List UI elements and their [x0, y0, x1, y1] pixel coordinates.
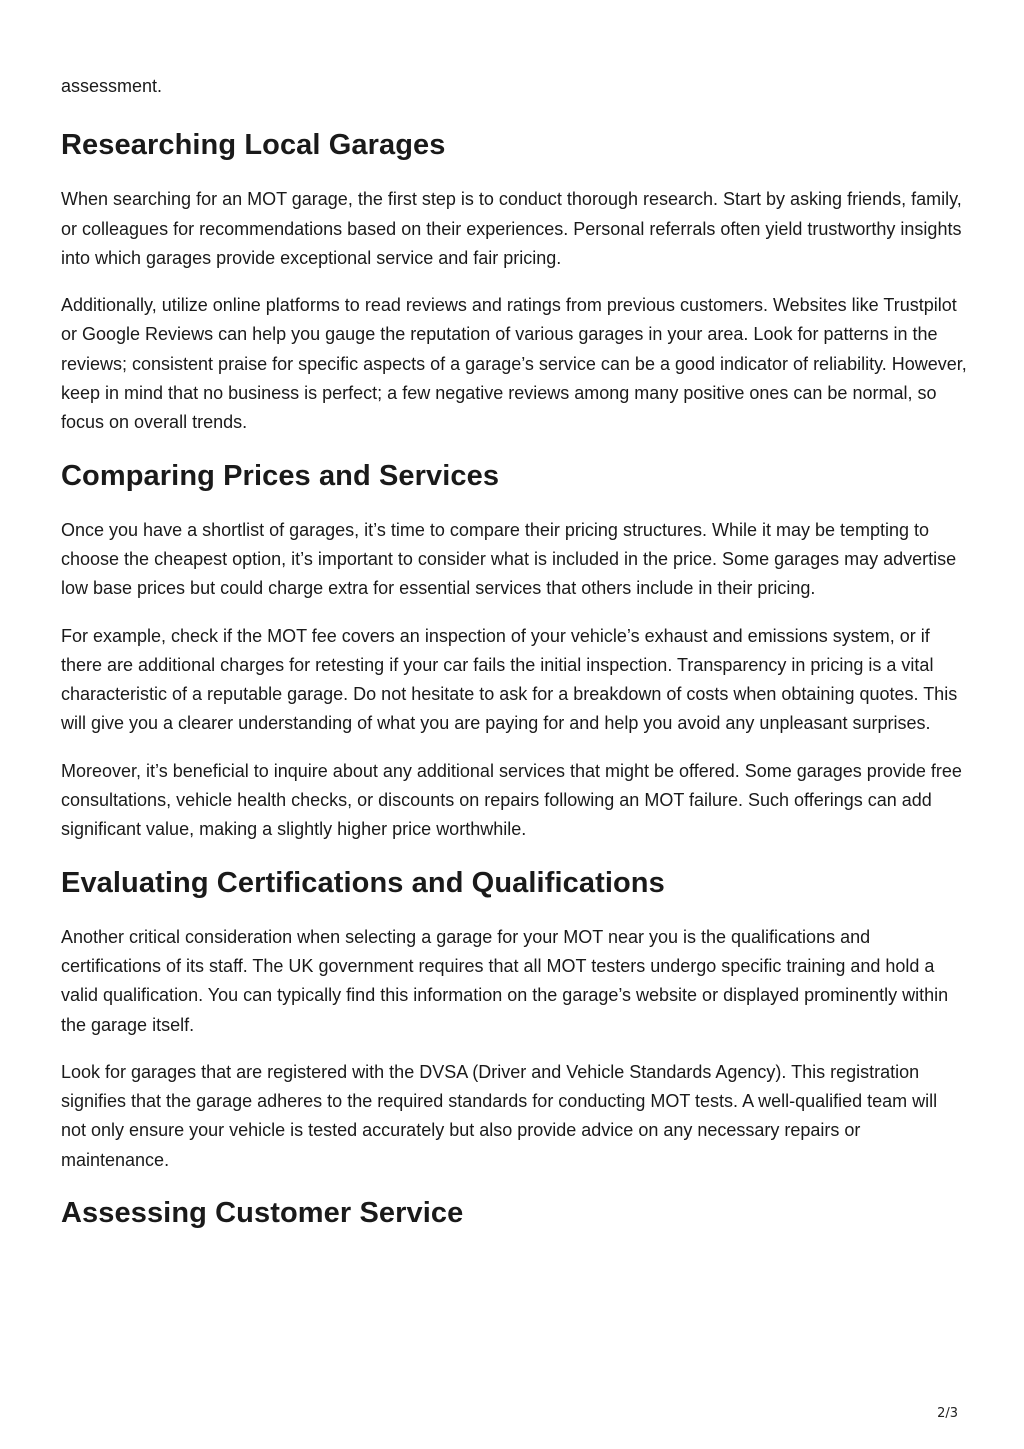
section-assessing-customer-service [61, 1193, 967, 1233]
paragraph: Additionally, utilize online platforms to read reviews and ratings from previous customers. Websites like Trustpilot or Google Reviews can help you gauge the reputation of various garages in your area. Look for patterns in the reviews; consistent praise for specific aspects of a garage’s service can be a good indicator of reliability. However, keep in mind that no business is perfect; a few negative reviews among many positive ones can be normal, so focus on overall trends. [61, 295, 967, 433]
section-researching-local-garages [61, 125, 967, 437]
section-evaluating-certifications [61, 863, 967, 1175]
section-heading: Researching Local Garages [61, 129, 446, 162]
paragraph: Moreover, it’s beneficial to inquire about any additional services that might be offered. Some garages provide free consultations, vehicle health checks, or discounts on repairs following an MOT failure. Such offerings can add significant value, making a slightly higher price worthwhile. [61, 760, 962, 840]
section-heading: Evaluating Certifications and Qualifications [61, 866, 665, 899]
document-page [61, 72, 967, 1253]
section-comparing-prices-and-services [61, 456, 967, 845]
lead-text: assessment. [61, 76, 163, 96]
section-heading: Assessing Customer Service [61, 1197, 464, 1230]
paragraph: Another critical consideration when selecting a garage for your MOT near you is the qualifications and certifications of its staff. The UK government requires that all MOT testers undergo specific training and hold a valid qualification. You can typically find this information on the garage’s website or displayed prominently within the garage itself. [61, 926, 949, 1035]
paragraph: When searching for an MOT garage, the first step is to conduct thorough research. Start by asking friends, family, or colleagues for recommendations based on their experiences. Personal referrals often yield trustworthy insights into which garages provide exceptional service and fair pricing. [61, 189, 962, 268]
paragraph: Once you have a shortlist of garages, it’s time to compare their pricing structures. While it may be tempting to choose the cheapest option, it’s important to consider what is included in the price. Some garages may advertise low base prices but could charge extra for essential services that others include in their pricing. [61, 519, 957, 599]
paragraph: Look for garages that are registered with the DVSA (Driver and Vehicle Standards Agency). This registration signifies that the garage adheres to the required standards for conducting MOT tests. A well-qualified team will not only ensure your vehicle is tested accurately but also provide advice on any necessary repairs or maintenance. [61, 1061, 938, 1170]
paragraph: For example, check if the MOT fee covers an inspection of your vehicle’s exhaust and emissions system, or if there are additional charges for retesting if your car fails the initial inspection. Transparency in pricing is a vital characteristic of a reputable garage. Do not hesitate to ask for a breakdown of costs when obtaining quotes. This will give you a clearer understanding of what you are paying for and help you avoid any unpleasant surprises. [61, 625, 958, 734]
section-heading: Comparing Prices and Services [61, 459, 500, 492]
page-number: 2/3 [937, 1406, 958, 1421]
